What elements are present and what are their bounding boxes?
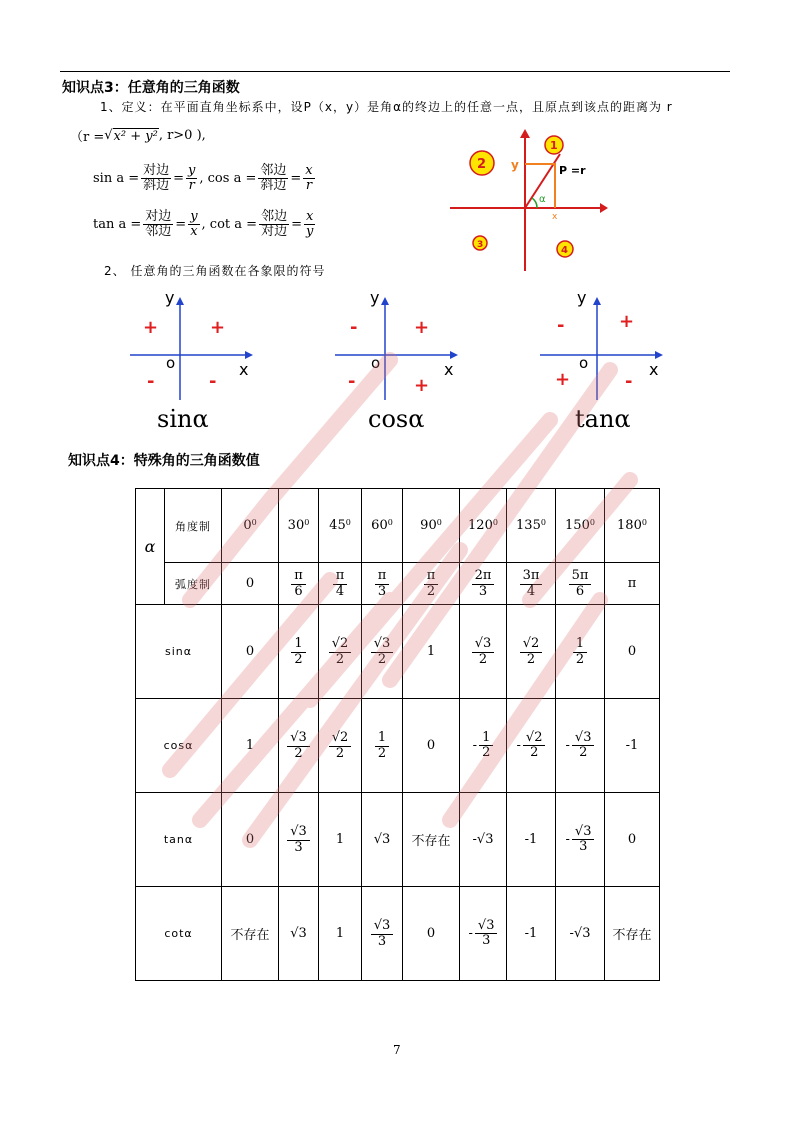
section-3-title: 知识点3：任意角的三角函数 — [62, 80, 240, 96]
x-arrow-icon — [600, 203, 608, 213]
r-condition-tail: , r>0 ), — [158, 128, 206, 143]
x-label: x — [649, 360, 659, 379]
value-cell — [605, 887, 660, 981]
origin-label: o — [166, 354, 176, 372]
cell-value: -1 — [524, 832, 538, 847]
cos-ratio-words: $\frac{\text{邻边}}{\text{斜边}}$ — [260, 163, 287, 193]
y-arrow-icon — [593, 297, 601, 305]
sqrt-symbol: √ x² + y² — [104, 127, 158, 144]
fraction-value — [469, 919, 498, 949]
fraction — [479, 731, 493, 761]
degree-cell — [222, 489, 279, 563]
value-cell — [605, 605, 660, 699]
function-name: sinα — [136, 605, 222, 699]
denominator: 6 — [575, 583, 585, 599]
y-arrow-icon — [381, 297, 389, 305]
cos-ratio-vars: $\frac{x}{r}$ — [305, 163, 313, 193]
fraction-value — [291, 637, 305, 667]
x-arrow-icon — [655, 351, 663, 359]
value-cell — [279, 793, 319, 887]
y-coord-label: y — [511, 158, 519, 172]
function-name: cotα — [136, 887, 222, 981]
radian-cell — [319, 563, 362, 605]
sin-sign-chart — [125, 285, 260, 435]
denominator: 3 — [377, 933, 387, 949]
numerator: √2 — [329, 637, 352, 652]
radian-cell — [403, 563, 460, 605]
value-cell — [222, 699, 279, 793]
radian-cell — [222, 563, 279, 605]
value-cell — [460, 793, 507, 887]
fraction-value — [566, 825, 595, 855]
value-cell — [279, 887, 319, 981]
numerator: π — [424, 569, 439, 584]
cot-ratio-vars: $\frac{x}{y}$ — [305, 209, 314, 239]
fraction — [424, 569, 439, 599]
radian-cell — [460, 563, 507, 605]
r-radicand: x² + y² — [113, 128, 158, 144]
degree-row — [136, 489, 660, 563]
numerator: 3π — [520, 569, 543, 584]
minus-sign: - — [565, 738, 570, 753]
value-cell — [605, 793, 660, 887]
cos-q1-sign: + — [414, 317, 430, 338]
fraction — [520, 637, 543, 667]
degree-symbol: 0 — [540, 518, 546, 527]
denominator: 3 — [579, 839, 588, 854]
denominator: 4 — [526, 583, 536, 599]
cell-value: 不存在 — [230, 928, 270, 943]
y-label: y — [370, 288, 380, 307]
degree-number: 135 — [516, 518, 541, 533]
degree-value — [243, 518, 256, 533]
fraction-value — [424, 569, 439, 599]
value-cell — [556, 793, 605, 887]
numerator: 1 — [291, 637, 305, 652]
numerator: √3 — [572, 731, 595, 746]
denominator: 2 — [294, 651, 303, 667]
numerator: √3 — [371, 637, 394, 652]
degree-cell — [460, 489, 507, 563]
fraction-value — [520, 569, 543, 599]
cot-lhs: , cot a = — [201, 216, 258, 232]
cell-value: 0 — [245, 644, 255, 659]
cell-value: -1 — [625, 738, 639, 753]
value-cell — [460, 887, 507, 981]
value-cell — [362, 605, 403, 699]
tan-cot-definition — [93, 210, 317, 238]
table-row — [136, 605, 660, 699]
tan-ratio-words: $\frac{\text{对边}}{\text{邻边}}$ — [145, 209, 172, 239]
fraction-value — [569, 569, 592, 599]
degree-number: 120 — [468, 518, 493, 533]
numerator: 5π — [569, 569, 592, 584]
value-cell — [319, 887, 362, 981]
degree-number: 30 — [287, 518, 305, 533]
alpha-symbol: α — [136, 489, 165, 605]
fraction-value — [371, 637, 394, 667]
value-cell — [279, 699, 319, 793]
table-row — [136, 887, 660, 981]
cell-value: √3 — [373, 832, 391, 847]
value-cell — [460, 605, 507, 699]
fraction-value — [472, 637, 495, 667]
equals: = — [175, 216, 187, 232]
minus-sign: - — [468, 926, 473, 941]
cot-ratio-words: $\frac{\text{邻边}}{\text{对边}}$ — [261, 209, 288, 239]
cell-value: -√3 — [569, 926, 591, 941]
denominator: 2 — [478, 651, 488, 667]
cos-chart-label: cosα — [368, 405, 425, 433]
table-row — [136, 793, 660, 887]
fraction — [520, 569, 543, 599]
cell-value: -√3 — [472, 832, 494, 847]
cell-value: 不存在 — [612, 928, 652, 943]
value-cell — [403, 887, 460, 981]
cell-value: √3 — [290, 926, 307, 941]
radian-cell — [279, 563, 319, 605]
radian-label: 弧度制 — [165, 563, 222, 605]
alpha-label: α — [539, 194, 546, 205]
cell-value: 0 — [627, 644, 637, 659]
fraction — [329, 731, 352, 761]
item-2-text: 2、 任意角的三角函数在各象限的符号 — [104, 264, 326, 278]
fraction-value — [287, 731, 310, 761]
value-cell — [362, 793, 403, 887]
r-condition — [70, 126, 206, 145]
tan-q4-sign: - — [625, 371, 633, 392]
fraction — [472, 569, 495, 599]
cell-value: 0 — [426, 738, 436, 753]
fraction-value — [566, 731, 595, 761]
origin-label: o — [371, 354, 381, 372]
numerator: π — [333, 569, 348, 584]
origin-label: o — [579, 354, 589, 372]
angle-arc — [532, 198, 537, 208]
degree-label: 角度制 — [165, 489, 222, 563]
cell-value: 0 — [426, 926, 436, 941]
numerator: √3 — [572, 825, 595, 840]
degree-cell — [507, 489, 556, 563]
fraction — [371, 637, 394, 667]
numerator: 1 — [375, 731, 389, 746]
y-arrow-icon — [176, 297, 184, 305]
degree-number: 150 — [565, 518, 590, 533]
denominator: 2 — [530, 745, 539, 760]
x-arrow-icon — [245, 351, 253, 359]
value-cell — [507, 887, 556, 981]
degree-number: 0 — [243, 518, 252, 533]
definition-line: 1、定义：在平面直角坐标系中，设P（x，y）是角α的终边上的任意一点，且原点到该点的距离为 r — [100, 100, 673, 114]
fraction-value — [287, 825, 310, 855]
fraction-value — [371, 919, 394, 949]
cell-value: π — [627, 576, 637, 591]
fraction — [329, 637, 352, 667]
cell-value: 0 — [627, 832, 637, 847]
numerator: √3 — [472, 637, 495, 652]
page-number: 7 — [393, 1043, 401, 1057]
section-4-title: 知识点4：特殊角的三角函数值 — [68, 453, 260, 469]
degree-cell — [556, 489, 605, 563]
header-rule — [60, 71, 730, 72]
fraction-value — [329, 731, 352, 761]
numerator: 2π — [472, 569, 495, 584]
degree-cell — [279, 489, 319, 563]
radian-cell — [507, 563, 556, 605]
degree-value — [565, 518, 595, 533]
cell-value: 0 — [245, 576, 255, 591]
fraction-value — [329, 637, 352, 667]
numerator: √3 — [371, 919, 394, 934]
degree-number: 60 — [371, 518, 388, 533]
degree-symbol: 0 — [641, 518, 647, 527]
cell-value: 1 — [335, 926, 345, 941]
fraction — [291, 569, 306, 599]
fraction — [291, 637, 305, 667]
fraction — [371, 919, 394, 949]
value-cell — [403, 793, 460, 887]
tan-lhs: tan a = — [93, 216, 142, 232]
degree-cell — [403, 489, 460, 563]
denominator: 2 — [377, 651, 387, 667]
degree-value — [288, 518, 310, 533]
degree-value — [516, 518, 546, 533]
cos-q3-sign: - — [348, 371, 356, 392]
numerator: √3 — [287, 825, 310, 840]
fraction — [572, 731, 595, 761]
x-arrow-icon — [450, 351, 458, 359]
value-cell — [319, 699, 362, 793]
x-coord-label: x — [552, 212, 558, 222]
sin-chart-label: sinα — [157, 405, 209, 433]
value-cell — [507, 605, 556, 699]
value-cell — [279, 605, 319, 699]
quadrant-2-label: 2 — [477, 157, 487, 172]
tan-sign-chart — [535, 285, 670, 435]
value-cell — [362, 699, 403, 793]
denominator: 3 — [482, 933, 491, 948]
denominator: 2 — [335, 745, 345, 761]
cell-value: 不存在 — [411, 834, 451, 849]
fraction-value — [473, 731, 494, 761]
degree-cell — [319, 489, 362, 563]
quadrant-1-label: 1 — [550, 139, 558, 152]
denominator: 2 — [575, 651, 585, 667]
value-cell — [319, 605, 362, 699]
sin-lhs: sin a = — [93, 170, 140, 186]
radian-row — [136, 563, 660, 605]
numerator: 1 — [573, 637, 587, 652]
value-cell — [556, 605, 605, 699]
degree-value — [420, 518, 442, 533]
value-cell — [556, 887, 605, 981]
sin-cos-definition — [93, 164, 317, 192]
x-label: x — [444, 360, 454, 379]
quadrant-3-label: 3 — [477, 240, 484, 250]
minus-sign: - — [565, 832, 570, 847]
sin-q3-sign: - — [147, 371, 155, 392]
y-label: y — [577, 288, 587, 307]
value-cell — [556, 699, 605, 793]
cos-lhs: , cos a = — [199, 170, 257, 186]
fraction-value — [375, 569, 390, 599]
degree-symbol: 0 — [304, 518, 310, 527]
r-condition-open: （r = — [70, 130, 105, 145]
denominator: 4 — [335, 583, 345, 599]
denominator: 2 — [426, 583, 436, 599]
fraction — [475, 919, 498, 949]
fraction — [523, 731, 546, 761]
numerator: 1 — [479, 731, 493, 746]
sin-ratio-vars: $\frac{y}{r}$ — [188, 163, 196, 193]
function-name: cosα — [136, 699, 222, 793]
x-label: x — [239, 360, 249, 379]
value-cell — [362, 887, 403, 981]
value-cell — [605, 699, 660, 793]
minus-sign: - — [472, 738, 478, 753]
numerator: √3 — [475, 919, 498, 934]
numerator: √2 — [329, 731, 352, 746]
fraction-value — [472, 569, 495, 599]
degree-value — [329, 518, 351, 533]
tan-q2-sign: - — [557, 315, 565, 336]
equals: = — [291, 216, 302, 232]
value-cell — [403, 699, 460, 793]
y-label: y — [165, 288, 175, 307]
denominator: 6 — [294, 583, 303, 599]
degree-number: 90 — [420, 518, 437, 533]
trig-values-table — [135, 488, 660, 981]
cos-sign-chart — [330, 285, 465, 435]
fraction — [572, 825, 595, 855]
fraction — [287, 731, 310, 761]
denominator: 3 — [478, 583, 488, 599]
y-arrow-icon — [520, 129, 530, 138]
value-cell — [222, 793, 279, 887]
minus-sign: - — [516, 738, 521, 753]
degree-number: 45 — [329, 518, 346, 533]
cell-value: -1 — [524, 926, 538, 941]
fraction — [569, 569, 592, 599]
fraction-value — [573, 637, 587, 667]
tan-chart-label: tanα — [575, 405, 631, 433]
fraction-value — [520, 637, 543, 667]
degree-symbol: 0 — [251, 518, 257, 527]
value-cell — [507, 699, 556, 793]
fraction — [472, 637, 495, 667]
fraction — [375, 731, 389, 761]
degree-cell — [362, 489, 403, 563]
denominator: 2 — [526, 651, 536, 667]
sin-q2-sign: + — [143, 317, 159, 338]
radian-cell — [556, 563, 605, 605]
cos-q4-sign: + — [414, 375, 430, 396]
numerator: π — [291, 569, 306, 584]
cell-value: 0 — [245, 832, 255, 847]
cell-value: 1 — [426, 644, 436, 659]
tan-q3-sign: + — [555, 369, 571, 390]
sin-q4-sign: - — [209, 371, 217, 392]
equals: = — [173, 170, 185, 186]
cos-q2-sign: - — [350, 317, 358, 338]
degree-value — [371, 518, 393, 533]
radian-cell — [605, 563, 660, 605]
degree-symbol: 0 — [387, 518, 393, 527]
quadrant-4-label: 4 — [561, 245, 568, 256]
cell-value: 1 — [335, 832, 345, 847]
function-name: tanα — [136, 793, 222, 887]
table-row — [136, 699, 660, 793]
cell-value: 1 — [245, 738, 255, 753]
value-cell — [222, 605, 279, 699]
quadrant-diagram — [445, 126, 610, 274]
sin-ratio-words: $\frac{\text{对边}}{\text{斜边}}$ — [143, 163, 170, 193]
degree-symbol: 0 — [436, 518, 442, 527]
degree-value — [617, 518, 647, 533]
tan-ratio-vars: $\frac{y}{x}$ — [190, 209, 198, 239]
denominator: 2 — [335, 651, 345, 667]
denominator: 2 — [377, 745, 387, 761]
numerator: √3 — [287, 731, 310, 746]
degree-number: 180 — [617, 518, 642, 533]
degree-symbol: 0 — [345, 518, 351, 527]
equals: = — [290, 170, 302, 186]
p-equals-r-label: P =r — [559, 164, 586, 177]
degree-cell — [605, 489, 660, 563]
denominator: 3 — [377, 583, 387, 599]
value-cell — [222, 887, 279, 981]
fraction — [375, 569, 390, 599]
denominator: 2 — [294, 745, 303, 761]
value-cell — [403, 605, 460, 699]
fraction — [573, 637, 587, 667]
degree-value — [468, 518, 498, 533]
fraction-value — [291, 569, 306, 599]
sin-q1-sign: + — [210, 317, 226, 338]
fraction — [287, 825, 310, 855]
denominator: 2 — [579, 745, 588, 760]
numerator: √2 — [523, 731, 546, 746]
radian-cell — [362, 563, 403, 605]
value-cell — [507, 793, 556, 887]
degree-symbol: 0 — [589, 518, 595, 527]
numerator: √2 — [520, 637, 543, 652]
fraction — [333, 569, 348, 599]
numerator: π — [375, 569, 390, 584]
tan-q1-sign: + — [619, 311, 635, 332]
denominator: 2 — [482, 745, 491, 760]
degree-symbol: 0 — [492, 518, 498, 527]
fraction-value — [517, 731, 546, 761]
fraction-value — [333, 569, 348, 599]
denominator: 3 — [294, 839, 303, 855]
fraction-value — [375, 731, 389, 761]
value-cell — [319, 793, 362, 887]
value-cell — [460, 699, 507, 793]
